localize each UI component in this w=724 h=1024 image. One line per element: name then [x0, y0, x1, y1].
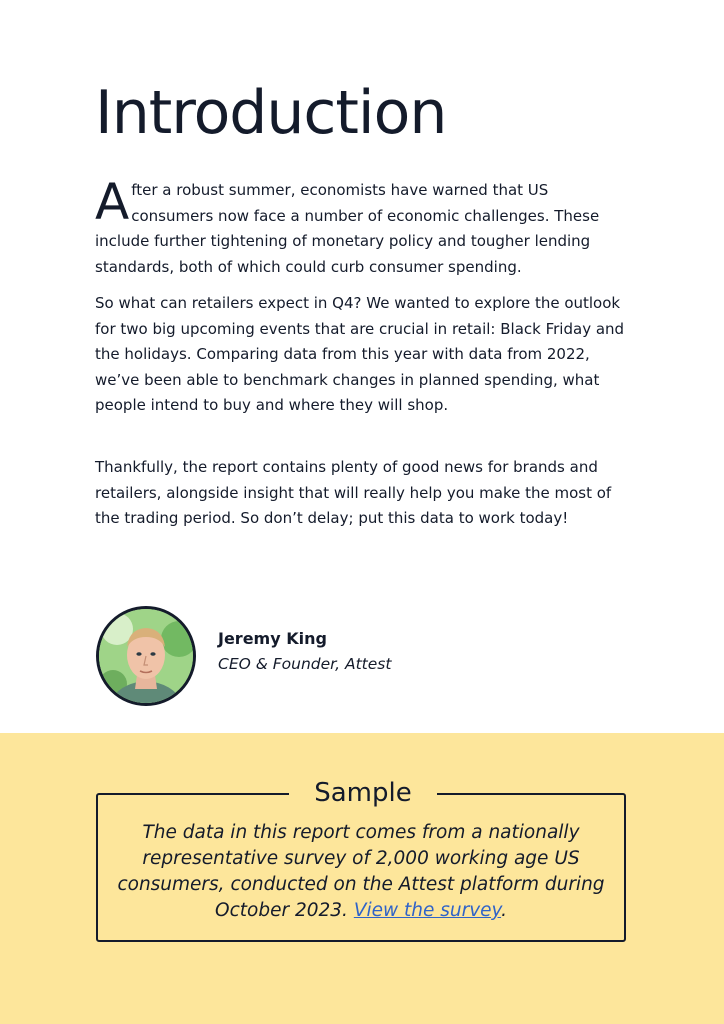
sample-heading: Sample — [289, 775, 437, 811]
author-name: Jeremy King — [218, 629, 327, 648]
intro-paragraph-1-text: fter a robust summer, economists have warned that US consumers now face a number of economic challenges. These include further tightening of monetary policy and tougher lending standards, both of which could curb consumer spending. — [95, 181, 600, 276]
sample-trailing-punctuation: . — [501, 900, 507, 921]
author-role: CEO & Founder, Attest — [218, 655, 392, 673]
sample-section — [0, 733, 724, 1024]
intro-paragraph-2: So what can retailers expect in Q4? We wanted to explore the outlook for two big upcoming events that are crucial in retail: Black Friday and the holidays. Comparing data from this year with data from 2022, we’ve been able to benchmark changes in planned spending, what people intend to buy and where they will shop. — [95, 294, 625, 414]
sample-text — [108, 820, 614, 924]
view-survey-link[interactable]: View the survey — [353, 900, 502, 921]
intro-paragraph-1 — [95, 173, 625, 280]
person-photo-icon — [99, 609, 193, 703]
page-title: Introduction — [95, 78, 447, 148]
drop-cap: A — [95, 173, 130, 231]
sample-box — [96, 778, 626, 942]
sample-description: The data in this report comes from a nationally representative survey of 2,000 working age US consumers, conducted on the Attest platform during October 2023. — [117, 822, 605, 921]
intro-paragraph-3: Thankfully, the report contains plenty of good news for brands and retailers, alongside insight that will really help you make the most of the trading period. So don’t delay; put this data to work today! — [95, 458, 612, 527]
author-avatar — [96, 606, 196, 706]
